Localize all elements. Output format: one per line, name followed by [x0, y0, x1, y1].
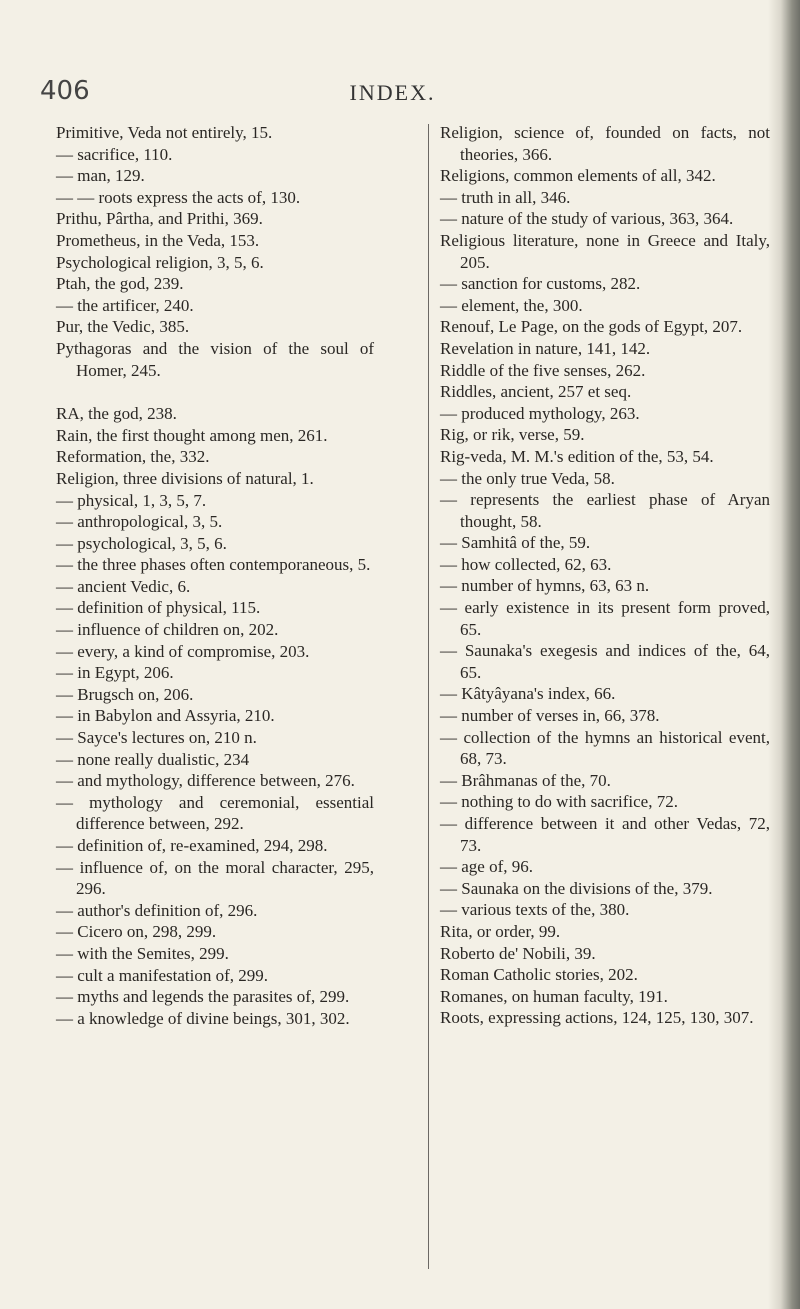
- index-entry: — Saunaka's exegesis and indices of the, 64, 65.: [440, 641, 770, 682]
- right-column: [440, 122, 770, 1029]
- section-gap: [56, 381, 374, 403]
- index-entry: — Brugsch on, 206.: [56, 684, 194, 704]
- index-entry: — Saunaka on the divisions of the, 379.: [440, 878, 713, 898]
- index-entry: — Sayce's lectures on, 210 n.: [56, 728, 257, 748]
- index-entry: — number of hymns, 63, 63 n.: [440, 576, 650, 596]
- index-entry: RA, the god, 238.: [56, 404, 177, 424]
- index-entry: Prithu, Pârtha, and Prithi, 369.: [56, 209, 263, 229]
- index-entry: — difference between it and other Vedas, 72, 73.: [440, 814, 770, 855]
- index-entry: Primitive, Veda not entirely, 15.: [56, 123, 273, 142]
- index-entry: Religion, science of, founded on facts, not theories, 366.: [440, 123, 770, 164]
- index-entry: — man, 129.: [56, 166, 145, 186]
- index-entry: Pythagoras and the vision of the soul of Homer, 245.: [56, 338, 374, 380]
- index-entry: — and mythology, difference between, 276.: [56, 771, 355, 791]
- index-entry: Renouf, Le Page, on the gods of Egypt, 207.: [440, 317, 743, 337]
- index-entry: — truth in all, 346.: [440, 187, 571, 207]
- index-entry: Roberto de' Nobili, 39.: [440, 943, 596, 963]
- index-entry: — age of, 96.: [440, 857, 534, 877]
- index-entry: — various texts of the, 380.: [440, 900, 630, 920]
- index-entry: — psychological, 3, 5, 6.: [56, 533, 227, 553]
- index-entry: — nothing to do with sacrifice, 72.: [440, 792, 678, 812]
- index-entry: — how collected, 62, 63.: [440, 554, 612, 574]
- index-entry: — produced mythology, 263.: [440, 403, 640, 423]
- index-entry: — influence of children on, 202.: [56, 620, 279, 640]
- index-entry: Rita, or order, 99.: [440, 921, 561, 941]
- index-entry: — none really dualistic, 234: [56, 749, 250, 769]
- index-entry: — the only true Veda, 58.: [440, 468, 615, 488]
- page-edge: [768, 0, 800, 1309]
- column-divider: [428, 124, 429, 1269]
- index-entry: — anthropological, 3, 5.: [56, 512, 223, 532]
- index-entry: — in Babylon and Assyria, 210.: [56, 706, 275, 726]
- left-column: [56, 122, 374, 1029]
- index-entry: — definition of, re-examined, 294, 298.: [56, 836, 328, 855]
- index-entry: — Cicero on, 298, 299.: [56, 922, 217, 942]
- index-entry: Religion, three divisions of natural, 1.: [56, 468, 314, 488]
- index-entry: Religions, common elements of all, 342.: [440, 166, 716, 186]
- index-entry: Riddle of the five senses, 262.: [440, 360, 646, 380]
- index-entry: Psychological religion, 3, 5, 6.: [56, 252, 264, 272]
- index-entry: Ptah, the god, 239.: [56, 274, 184, 294]
- index-entry: Romanes, on human faculty, 191.: [440, 986, 668, 1006]
- index-entry: — myths and legends the parasites of, 299.: [56, 987, 350, 1007]
- index-entry: — early existence in its present form proved, 65.: [440, 598, 770, 639]
- index-entry: — Samhitâ of the, 59.: [440, 533, 591, 553]
- index-entry: Religious literature, none in Greece and Italy, 205.: [440, 230, 770, 272]
- index-entry: Pur, the Vedic, 385.: [56, 317, 190, 337]
- index-entry: — collection of the hymns an historical event, 68, 73.: [440, 727, 770, 769]
- index-entry: — the artificer, 240.: [56, 295, 194, 315]
- index-entry: Rig, or rik, verse, 59.: [440, 425, 585, 445]
- index-entry: — physical, 1, 3, 5, 7.: [56, 490, 207, 510]
- running-title: INDEX.: [349, 80, 436, 105]
- index-entry: Rig-veda, M. M.'s edition of the, 53, 54.: [440, 446, 714, 466]
- index-entry: Roman Catholic stories, 202.: [440, 965, 638, 985]
- page-header: [40, 76, 745, 110]
- index-entry: — number of verses in, 66, 378.: [440, 706, 660, 726]
- index-entry: — sacrifice, 110.: [56, 144, 173, 164]
- index-entry: — a knowledge of divine beings, 301, 302.: [56, 1008, 350, 1028]
- page-number: 406: [40, 76, 90, 106]
- index-entry: — represents the earliest phase of Aryan thought, 58.: [440, 490, 770, 531]
- index-entry: — every, a kind of compromise, 203.: [56, 641, 310, 661]
- index-entry: — element, the, 300.: [440, 295, 583, 315]
- index-entry: — in Egypt, 206.: [56, 663, 174, 683]
- index-entry: — the three phases often contemporaneous, 5.: [56, 555, 371, 575]
- index-entry: — definition of physical, 115.: [56, 598, 261, 618]
- index-entry: Reformation, the, 332.: [56, 447, 210, 467]
- index-entry: — mythology and ceremonial, essential difference between, 292.: [56, 792, 374, 834]
- index-entry: Riddles, ancient, 257 et seq.: [440, 382, 632, 402]
- index-entry: Rain, the first thought among men, 261.: [56, 425, 328, 445]
- index-entry: — author's definition of, 296.: [56, 900, 258, 920]
- index-entry: — Brâhmanas of the, 70.: [440, 770, 611, 790]
- index-entry: Revelation in nature, 141, 142.: [440, 338, 651, 358]
- index-entry: — sanction for customs, 282.: [440, 274, 641, 294]
- index-entry: — with the Semites, 299.: [56, 943, 229, 963]
- index-entry: — influence of, on the moral character, 295, 296.: [56, 857, 374, 899]
- index-entry: — — roots express the acts of, 130.: [56, 187, 301, 207]
- index-entry: — cult a manifestation of, 299.: [56, 965, 268, 985]
- index-entry: — Kâtyâyana's index, 66.: [440, 684, 616, 704]
- index-entry: — ancient Vedic, 6.: [56, 576, 191, 596]
- index-entry: Roots, expressing actions, 124, 125, 130, 307.: [440, 1008, 754, 1028]
- index-entry: Prometheus, in the Veda, 153.: [56, 230, 260, 250]
- index-entry: — nature of the study of various, 363, 364.: [440, 209, 734, 229]
